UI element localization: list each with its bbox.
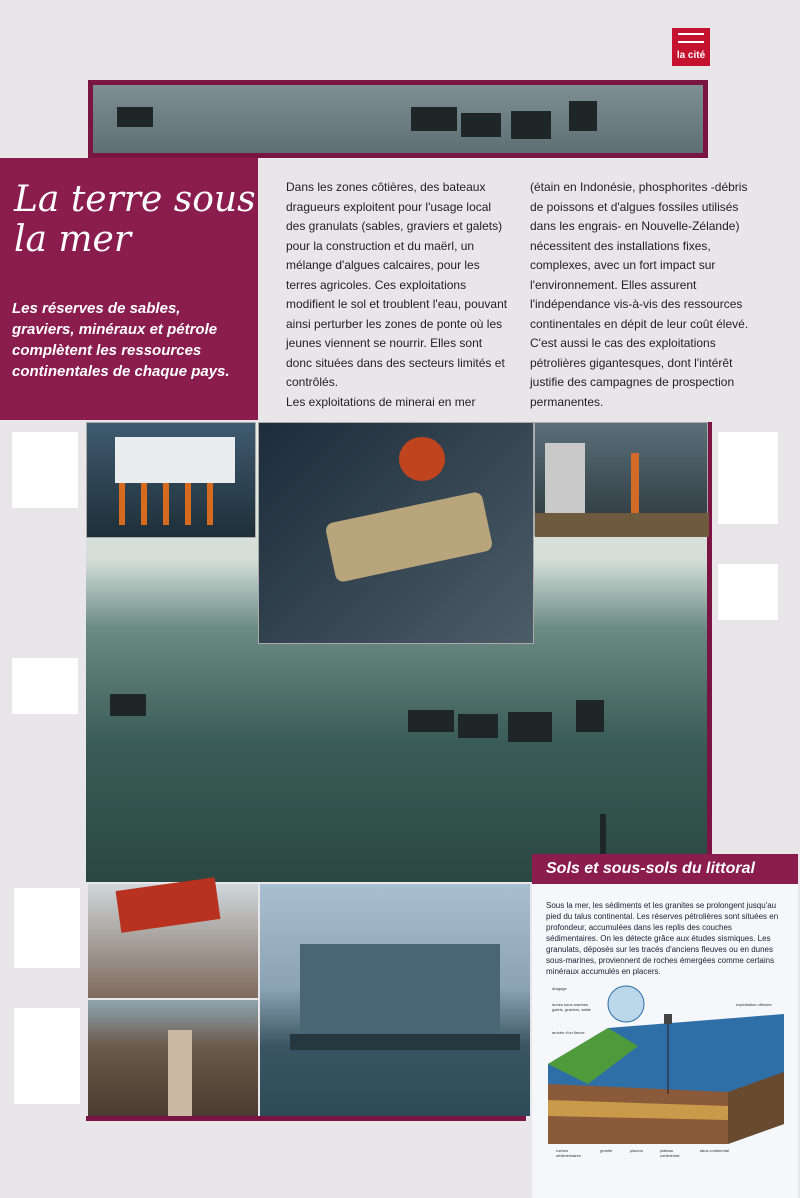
sols-heading: Sols et sous-sols du littoral [532,854,798,884]
tin-dredge-photo [260,884,530,1116]
text-column-2 [530,178,752,412]
margin-note-platform [12,432,78,508]
paragraph-minerai-end: (étain en Indonésie, phosphorites -débris de poissons et d'algues fossiles utilisés dans les engrais- en Nouvelle-Zélande) nécessitent des installations fixes, complexes, avec un fort impact sur l'environnement. Elles assurent l'indépendance vis-à-vis des ressources continentales en dépit de leur coût élevé. C'est aussi le cas des exploitations pétrolières gigantesques, dont l'intérêt justifie des campagnes de prospection permanentes. [530,180,749,409]
diver-photo [258,422,534,644]
label-granite: granite [600,1148,613,1153]
margin-note-salt [14,1008,80,1104]
label-plateau: plateau continental [660,1148,680,1158]
offshore-platforms-photo-strip [88,80,708,158]
text-column-1 [286,178,508,412]
salt-flat-photo [88,1000,258,1116]
paragraph-minerai-start: Les exploitations de minerai en mer [286,394,476,409]
title-box [0,158,258,420]
margin-note-offshore [12,658,78,714]
label-placers: placers [630,1148,643,1153]
label-dragage: dragage [552,986,567,991]
bottom-frame [86,1116,526,1121]
label-dunes: dunes sous-marines galets, graviers, sable [552,1002,591,1012]
margin-note-rig [718,432,778,524]
label-roches: roches sédimentaires [556,1148,581,1158]
la-cite-logo: la cité [672,28,710,66]
paragraph-dragueurs: Dans les zones côtières, des bateaux dragueurs exploitent pour l'usage local des granulats (sables, graviers et galets) pour la construction et du maërl, un mélange d'algues calcaires, pour les terres agricoles. Ces exploitations modifient le sol et troublent l'eau, pouvant ainsi perturber les zones de ponte où les jeunes viennent se nourrir. Elles sont donc situées dans des secteurs limités et contrôlés. [286,180,508,389]
label-plateforme: exploitation offshore [736,1002,772,1007]
drilling-rig-illustration [534,422,708,536]
sols-text: Sous la mer, les sédiments et les granites se prolongent jusqu'au pied du talus continental. Les réserves pétrolières sont situées en profondeur, accumulées dans les replis des couches sédimentaires. On les détecte grâce aux études sismiques. Les granulats, déposés sur les tracés d'anciens fleuves ou en dunes sous-marines, proviennent de roches émergées comme certains minéraux accumulés en placers. [546,901,779,976]
platform-jacket-photo [86,422,256,538]
margin-note-diver [718,564,778,620]
label-talus: talus continental [700,1148,729,1153]
page-title: La terre sous la mer [14,179,256,260]
label-estuaire: arrivée d'un fleuve [552,1030,585,1035]
page-subtitle: Les réserves de sables, graviers, minéraux et pétrole complètent les ressources continentales de chaque pays. [12,300,230,380]
dredger-ship-photo [88,884,258,998]
margin-note-dredger [14,888,80,968]
